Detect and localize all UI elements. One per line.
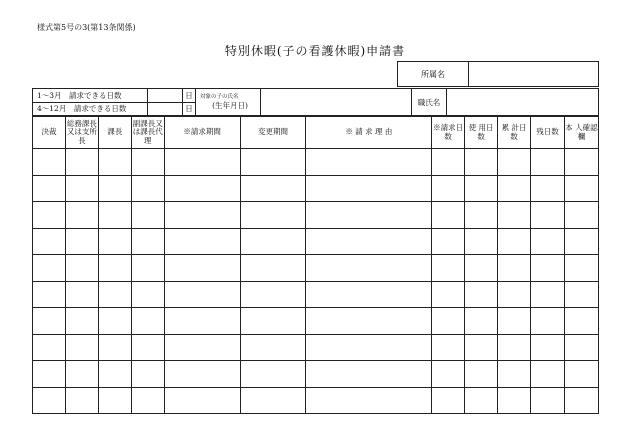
table-cell[interactable] (432, 228, 465, 255)
table-cell[interactable] (65, 175, 98, 202)
office-field[interactable] (469, 62, 599, 87)
table-cell[interactable] (531, 361, 565, 388)
table-cell[interactable] (65, 202, 98, 229)
table-cell[interactable] (465, 334, 498, 361)
form-title: 特別休暇(子の看護休暇)申請書 (224, 44, 406, 58)
table-cell[interactable] (306, 175, 432, 202)
table-cell[interactable] (164, 334, 240, 361)
table-cell[interactable] (564, 334, 598, 361)
office-label: 所属名 (398, 62, 469, 87)
table-cell[interactable] (164, 281, 240, 308)
table-row (33, 255, 599, 282)
column-header-0: 決裁 (33, 117, 66, 149)
table-cell[interactable] (33, 334, 66, 361)
table-cell[interactable] (432, 361, 465, 388)
table-cell[interactable] (164, 228, 240, 255)
table-cell[interactable] (498, 202, 531, 229)
table-cell[interactable] (432, 255, 465, 282)
table-cell[interactable] (131, 361, 164, 388)
table-cell[interactable] (432, 334, 465, 361)
form-number: 様式第5号の3(第13条関係) (37, 23, 136, 32)
table-cell[interactable] (306, 255, 432, 282)
table-cell[interactable] (131, 202, 164, 229)
table-cell[interactable] (33, 308, 66, 335)
column-header-9: 累 計日 数 (498, 117, 531, 149)
table-row (33, 308, 599, 335)
table-cell[interactable] (564, 175, 598, 202)
table-cell[interactable] (164, 387, 240, 414)
column-header-3: 副課長又は課長代理 (131, 117, 164, 149)
table-cell[interactable] (564, 281, 598, 308)
column-header-5: 変更期間 (240, 117, 306, 149)
column-header-7: ※請求日 数 (432, 117, 465, 149)
table-cell[interactable] (98, 202, 131, 229)
staff-name-label: 職氏名 (412, 89, 447, 116)
table-cell[interactable] (306, 149, 432, 176)
days-apr-dec-label: 4〜12月 請求できる日数 (33, 102, 148, 116)
table-row (33, 175, 599, 202)
table-cell[interactable] (306, 334, 432, 361)
table-cell[interactable] (531, 387, 565, 414)
table-cell[interactable] (131, 149, 164, 176)
header-table (32, 88, 599, 116)
table-cell[interactable] (65, 387, 98, 414)
column-header-8: 使 用日 数 (465, 117, 498, 149)
table-cell[interactable] (498, 175, 531, 202)
table-cell[interactable] (65, 308, 98, 335)
table-cell[interactable] (564, 228, 598, 255)
request-table (32, 116, 599, 414)
table-cell[interactable] (564, 202, 598, 229)
table-cell[interactable] (33, 361, 66, 388)
table-cell[interactable] (498, 334, 531, 361)
table-cell[interactable] (240, 361, 306, 388)
table-cell[interactable] (306, 281, 432, 308)
table-row (33, 149, 599, 176)
staff-name-field[interactable] (447, 89, 599, 116)
table-cell[interactable] (432, 202, 465, 229)
column-header-4: ※請求期間 (164, 117, 240, 149)
table-cell[interactable] (98, 149, 131, 176)
column-header-11: 本 人確認欄 (564, 117, 598, 149)
table-cell[interactable] (164, 149, 240, 176)
table-cell[interactable] (164, 202, 240, 229)
table-cell[interactable] (240, 255, 306, 282)
days-q1-field[interactable] (148, 89, 183, 103)
table-row (33, 202, 599, 229)
table-cell[interactable] (306, 361, 432, 388)
table-cell[interactable] (306, 387, 432, 414)
table-cell[interactable] (33, 175, 66, 202)
table-cell[interactable] (498, 308, 531, 335)
table-cell[interactable] (98, 255, 131, 282)
table-cell[interactable] (65, 228, 98, 255)
table-cell[interactable] (98, 175, 131, 202)
table-cell[interactable] (432, 175, 465, 202)
table-cell[interactable] (531, 228, 565, 255)
column-header-6: ※ 請 求 理 由 (306, 117, 432, 149)
table-cell[interactable] (240, 334, 306, 361)
table-cell[interactable] (306, 202, 432, 229)
table-cell[interactable] (564, 361, 598, 388)
table-cell[interactable] (498, 149, 531, 176)
table-cell[interactable] (98, 281, 131, 308)
table-cell[interactable] (432, 149, 465, 176)
office-table (397, 61, 599, 87)
table-cell[interactable] (65, 334, 98, 361)
table-cell[interactable] (465, 281, 498, 308)
table-cell[interactable] (98, 308, 131, 335)
table-cell[interactable] (465, 387, 498, 414)
table-cell[interactable] (465, 308, 498, 335)
table-cell[interactable] (498, 255, 531, 282)
table-cell[interactable] (240, 281, 306, 308)
table-cell[interactable] (131, 228, 164, 255)
table-cell[interactable] (131, 387, 164, 414)
table-cell[interactable] (33, 149, 66, 176)
table-row (33, 334, 599, 361)
table-cell[interactable] (465, 175, 498, 202)
column-header-2: 課長 (98, 117, 131, 149)
table-cell[interactable] (306, 228, 432, 255)
table-cell[interactable] (465, 149, 498, 176)
table-cell[interactable] (498, 361, 531, 388)
table-row (33, 387, 599, 414)
table-cell[interactable] (131, 175, 164, 202)
table-cell[interactable] (240, 175, 306, 202)
table-cell[interactable] (33, 228, 66, 255)
table-cell[interactable] (164, 255, 240, 282)
table-cell[interactable] (65, 281, 98, 308)
table-cell[interactable] (131, 334, 164, 361)
table-cell[interactable] (564, 387, 598, 414)
table-cell[interactable] (432, 308, 465, 335)
table-cell[interactable] (65, 149, 98, 176)
table-cell[interactable] (531, 149, 565, 176)
days-apr-dec-field[interactable] (148, 102, 183, 116)
table-cell[interactable] (98, 361, 131, 388)
table-cell[interactable] (240, 149, 306, 176)
table-cell[interactable] (465, 228, 498, 255)
table-cell[interactable] (33, 255, 66, 282)
table-cell[interactable] (131, 308, 164, 335)
column-header-1: 総務課長又は支所長 (65, 117, 98, 149)
table-cell[interactable] (164, 361, 240, 388)
table-row (33, 281, 599, 308)
table-row (33, 361, 599, 388)
table-cell[interactable] (465, 202, 498, 229)
table-cell[interactable] (98, 387, 131, 414)
column-header-10: 残日数 (531, 117, 565, 149)
table-cell[interactable] (498, 228, 531, 255)
table-cell[interactable] (465, 255, 498, 282)
table-cell[interactable] (531, 202, 565, 229)
days-apr-dec-unit: 日 (183, 102, 196, 116)
child-birth-label: (生年月日) (212, 100, 248, 110)
table-cell[interactable] (164, 308, 240, 335)
table-cell[interactable] (240, 387, 306, 414)
child-name-field[interactable] (261, 89, 412, 116)
table-cell[interactable] (65, 361, 98, 388)
table-cell[interactable] (498, 281, 531, 308)
table-cell[interactable] (564, 308, 598, 335)
table-cell[interactable] (531, 281, 565, 308)
child-name-label (196, 89, 261, 116)
child-name-label-text: 対象の子の氏名 (200, 93, 239, 100)
table-cell[interactable] (131, 255, 164, 282)
table-cell[interactable] (306, 308, 432, 335)
table-cell[interactable] (240, 308, 306, 335)
table-cell[interactable] (164, 175, 240, 202)
table-cell[interactable] (465, 361, 498, 388)
table-cell[interactable] (33, 202, 66, 229)
table-cell[interactable] (240, 202, 306, 229)
table-cell[interactable] (498, 387, 531, 414)
table-cell[interactable] (33, 387, 66, 414)
table-cell[interactable] (531, 175, 565, 202)
table-cell[interactable] (531, 334, 565, 361)
table-cell[interactable] (432, 281, 465, 308)
table-cell[interactable] (98, 228, 131, 255)
table-cell[interactable] (564, 149, 598, 176)
table-cell[interactable] (240, 228, 306, 255)
table-cell[interactable] (432, 387, 465, 414)
table-cell[interactable] (531, 308, 565, 335)
table-cell[interactable] (531, 255, 565, 282)
table-cell[interactable] (98, 334, 131, 361)
table-cell[interactable] (65, 255, 98, 282)
table-cell[interactable] (33, 281, 66, 308)
days-q1-unit: 日 (183, 89, 196, 103)
table-row (33, 228, 599, 255)
days-q1-label: 1〜3月 請求できる日数 (33, 89, 148, 103)
table-cell[interactable] (564, 255, 598, 282)
table-cell[interactable] (131, 281, 164, 308)
